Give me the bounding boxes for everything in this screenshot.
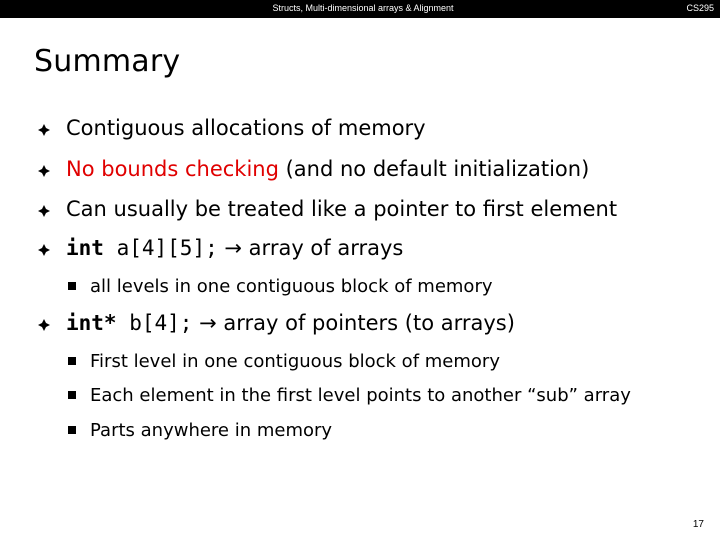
- sub-bullet-text: all levels in one contiguous block of memory: [90, 276, 493, 297]
- bullet-text: Can usually be treated like a pointer to first element: [66, 197, 618, 221]
- highlight-text: No bounds checking: [66, 157, 279, 181]
- slide-header-bar: [0, 0, 720, 18]
- bullet-text: (and no default initialization): [278, 157, 590, 181]
- sub-bullet-text: Parts anywhere in memory: [90, 420, 333, 441]
- bullet-array-of-pointers: [66, 311, 515, 335]
- bullet-text: → array of pointers (to arrays): [192, 311, 515, 335]
- code-keyword: int*: [66, 311, 117, 335]
- sub-bullet-text: First level in one contiguous block of memory: [90, 351, 500, 372]
- header-course: CS295: [686, 3, 714, 13]
- bullet-array-of-arrays: [66, 236, 403, 260]
- code-keyword: int: [66, 236, 104, 260]
- square-bullet-icon: [68, 426, 76, 434]
- page-number: 17: [692, 519, 704, 530]
- code-text: b[4];: [116, 311, 193, 335]
- bullet-text: Contiguous allocations of memory: [66, 116, 426, 140]
- square-bullet-icon: [68, 282, 76, 290]
- square-bullet-icon: [68, 391, 76, 399]
- bullet-contiguous: [66, 116, 426, 140]
- diamond-bullet-icon: [37, 204, 51, 218]
- bullet-bounds-checking: [66, 157, 589, 181]
- square-bullet-icon: [68, 357, 76, 365]
- diamond-bullet-icon: [37, 318, 51, 332]
- code-text: a[4][5];: [103, 236, 218, 260]
- diamond-bullet-icon: [37, 164, 51, 178]
- bullet-pointer: [66, 197, 617, 221]
- sub-bullet-text: Each element in the first level points to another “sub” array: [90, 385, 631, 406]
- diamond-bullet-icon: [37, 243, 51, 257]
- bullet-text: → array of arrays: [217, 236, 404, 260]
- slide-title: Summary: [34, 44, 181, 79]
- header-title: Structs, Multi-dimensional arrays & Alignment: [272, 3, 454, 13]
- diamond-bullet-icon: [37, 123, 51, 137]
